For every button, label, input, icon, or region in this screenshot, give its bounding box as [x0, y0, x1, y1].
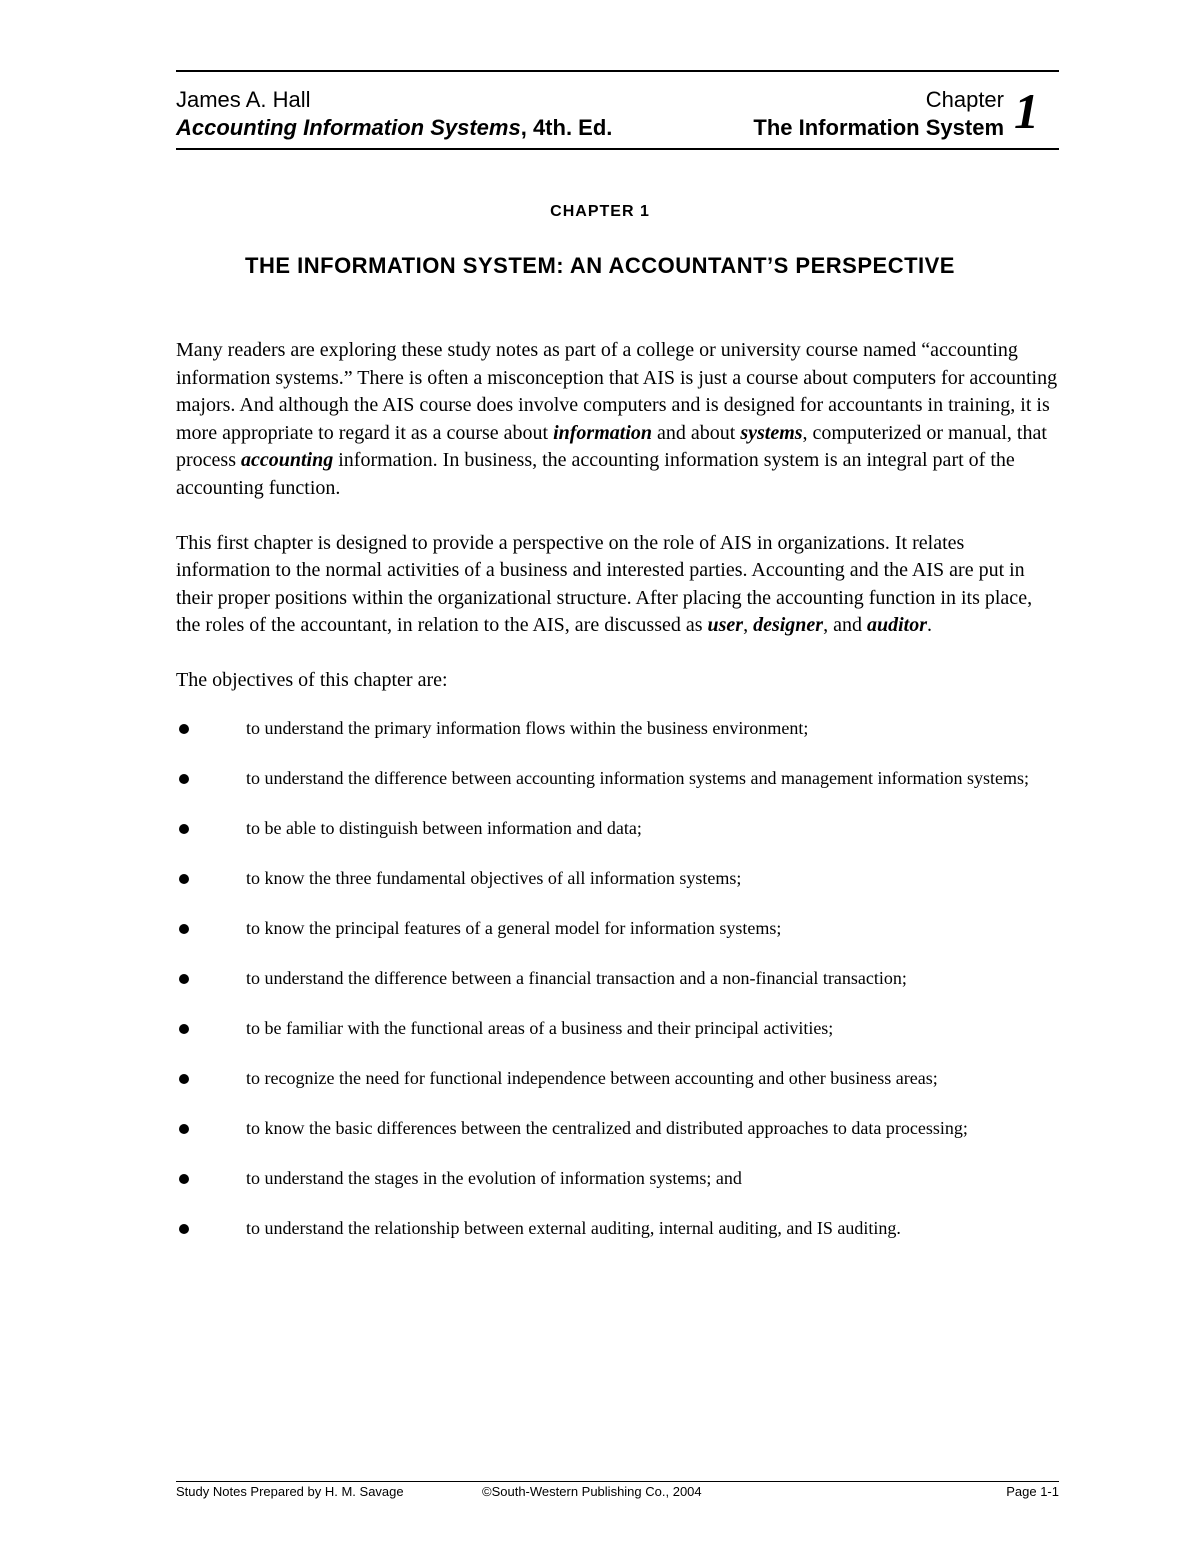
objective-text: to recognize the need for functional independence between accounting and other business areas;: [246, 1067, 938, 1088]
objective-text: to understand the primary information flows within the business environment;: [246, 717, 809, 738]
header-chapter-title: The Information System: [753, 115, 1004, 140]
para1-emphasis-systems: systems: [740, 421, 803, 444]
para1-text-2: and about: [652, 421, 741, 444]
header-chapter-number: 1: [1014, 83, 1039, 139]
list-item: [176, 1066, 1046, 1091]
bullet-icon: [179, 1224, 189, 1234]
para2-text-1: This first chapter is designed to provide a perspective on the role of AIS in organizations. It relates information to the normal activities of a business and interested parties. Accounting and the AIS are put in their proper positions within the organizational structure. After placing the accounting function in its place, the roles of the accountant, in relation to the AIS, are discussed as: [176, 531, 1033, 637]
body-text: [176, 337, 1061, 1266]
paragraph-perspective: [176, 530, 1061, 640]
objective-text: to understand the stages in the evolution of information systems; and: [246, 1167, 742, 1188]
objective-text: to understand the relationship between external auditing, internal auditing, and IS auditing.: [246, 1217, 901, 1238]
header-right: [753, 86, 1004, 142]
bullet-icon: [179, 974, 189, 984]
bullet-icon: [179, 874, 189, 884]
objective-text: to be familiar with the functional areas of a business and their principal activities;: [246, 1017, 834, 1038]
para1-text-3: , computerized or manual, that process: [176, 421, 1047, 472]
objective-text: to understand the difference between a financial transaction and a non-financial transaction;: [246, 967, 907, 988]
para1-emphasis-accounting: accounting: [240, 449, 334, 472]
page-title: THE INFORMATION SYSTEM: AN ACCOUNTANT’S PERSPECTIVE: [245, 253, 955, 278]
header-chapter-word: Chapter: [925, 87, 1004, 112]
objectives-list: [176, 716, 1061, 1241]
list-item: [176, 916, 1046, 941]
list-item: [176, 1016, 1046, 1041]
paragraph-intro: [176, 337, 1061, 503]
para2-text-3: , and: [823, 614, 867, 637]
chapter-label: CHAPTER 1: [550, 203, 650, 220]
header-author: James A. Hall: [176, 87, 311, 112]
bullet-icon: [179, 774, 189, 784]
header-left: [176, 86, 612, 142]
header-book-title: Accounting Information Systems: [176, 115, 521, 140]
list-item: [176, 966, 1046, 991]
para1-text-4: information. In business, the accounting information system is an integral part of the accounting function.: [176, 449, 1015, 499]
para2-emphasis-user: user: [707, 614, 744, 637]
list-item: [176, 816, 1046, 841]
para1-emphasis-information: information: [553, 421, 652, 444]
para2-emphasis-auditor: auditor: [866, 614, 928, 637]
para2-emphasis-designer: designer: [753, 614, 824, 637]
list-item: [176, 866, 1046, 891]
objective-text: to know the three fundamental objectives of all information systems;: [246, 867, 742, 888]
footer-page-number: Page 1-1: [1006, 1484, 1059, 1499]
list-item: [176, 716, 1046, 741]
para2-text-4: .: [927, 614, 933, 637]
header-edition: , 4th. Ed.: [520, 115, 613, 140]
list-item: [176, 1216, 1046, 1241]
header-bottom-rule: [176, 148, 1059, 150]
footer-copyright: ©South-Western Publishing Co., 2004: [482, 1484, 702, 1499]
objective-text: to know the principal features of a general model for information systems;: [246, 917, 782, 938]
bullet-icon: [179, 1074, 189, 1084]
list-item: [176, 1166, 1046, 1191]
header-book-line: [176, 114, 612, 142]
objectives-intro: The objectives of this chapter are:: [176, 668, 448, 691]
list-item: [176, 1116, 1046, 1141]
objective-text: to understand the difference between accounting information systems and management information systems;: [246, 767, 1029, 788]
header-top-rule: [176, 70, 1059, 72]
bullet-icon: [179, 1174, 189, 1184]
footer-prepared-by: Study Notes Prepared by H. M. Savage: [176, 1484, 404, 1499]
list-item: [176, 766, 1046, 791]
bullet-icon: [179, 1024, 189, 1034]
bullet-icon: [179, 1124, 189, 1134]
objective-text: to know the basic differences between the centralized and distributed approaches to data processing;: [246, 1117, 968, 1138]
para1-text-1: Many readers are exploring these study notes as part of a college or university course named “accounting information systems.” There is often a misconception that AIS is just a course about computers for accounting majors. And although the AIS course does involve computers and is designed for accountants in training, it is more appropriate to regard it as a course about: [176, 339, 1058, 444]
bullet-icon: [179, 924, 189, 934]
objective-text: to be able to distinguish between information and data;: [246, 817, 642, 838]
para2-text-2: ,: [743, 614, 754, 637]
bullet-icon: [179, 824, 189, 834]
bullet-icon: [179, 724, 189, 734]
footer-rule: [176, 1481, 1059, 1482]
